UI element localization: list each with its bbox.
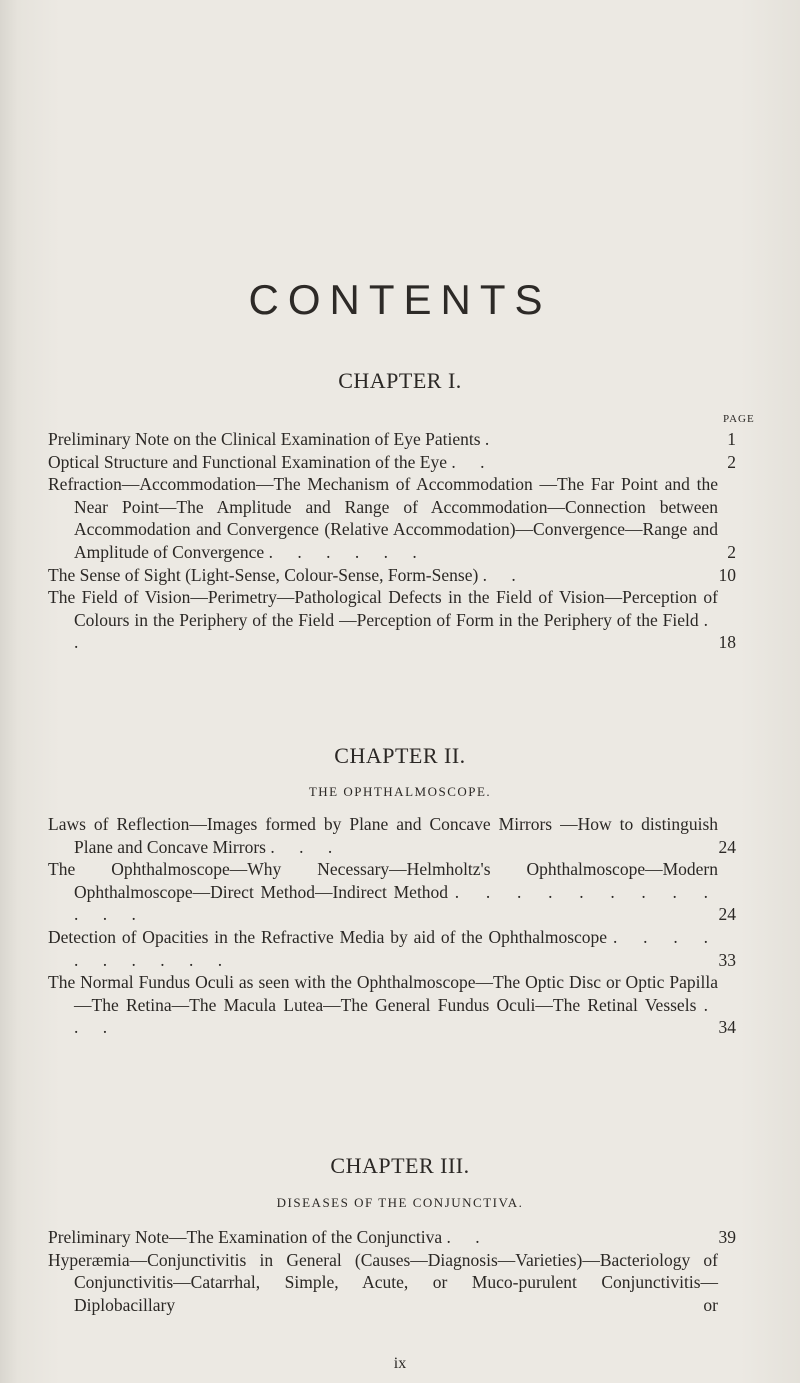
chapter-3-subtitle: DISEASES OF THE CONJUNCTIVA. <box>276 1195 524 1210</box>
toc-entry[interactable] <box>0 428 800 451</box>
toc-entry-text: Detection of Opacities in the Refractive Media by aid of the Ophthalmoscope . . . . . . . . . . <box>48 926 719 970</box>
toc-entry-page: 24 <box>718 836 736 857</box>
toc-entry[interactable] <box>0 586 800 654</box>
page-column-label: PAGE <box>723 413 755 425</box>
chapter-2-subtitle: THE OPHTHALMOSCOPE. <box>308 784 492 799</box>
toc-entry-text: Refraction—Accommodation—The Mechanism of Accommodation —The Far Point and the Near Point—The Amplitude and Range of Accommodation—Connection between Accommodation and Convergence (Relative Accommodation)—Convergence—Range and Amplitude of Convergence . . . . . . <box>48 474 718 562</box>
toc-entry[interactable] <box>0 1226 800 1249</box>
toc-entry-page: 18 <box>718 632 736 653</box>
toc-entry-text: Preliminary Note—The Examination of the Conjunctiva . . <box>48 1227 490 1247</box>
toc-entry-text: Hyperæmia—Conjunctivitis in General (Causes—Diagnosis—Varieties)—Bacteriology of Conjunctivitis—Catarrhal, Simple, Acute, or Muco-purulent Conjunctivitis—Diplobacillary or <box>48 1249 718 1315</box>
chapter-2-entries <box>0 813 800 1039</box>
toc-entry-page: 24 <box>718 904 736 925</box>
toc-entry-text: The Sense of Sight (Light-Sense, Colour-Sense, Form-Sense) . . <box>48 564 526 585</box>
toc-entry-page: 1 <box>727 429 736 449</box>
chapter-3-entries <box>0 1226 800 1316</box>
toc-entry[interactable] <box>0 451 800 474</box>
toc-entry-text: Optical Structure and Functional Examination of the Eye . . <box>48 451 495 472</box>
toc-entry-text: The Normal Fundus Oculi as seen with the Ophthalmoscope—The Optic Disc or Optic Papilla—The Retina—The Macula Lutea—The General Fundus Oculi—The Retinal Vessels . . . <box>48 972 718 1038</box>
toc-entry-page: 2 <box>727 541 736 562</box>
toc-entry[interactable] <box>0 473 800 563</box>
contents-title: CONTENTS <box>248 276 552 323</box>
toc-entry-page: 33 <box>718 949 736 970</box>
toc-entry-text: The Field of Vision—Perimetry—Pathological Defects in the Field of Vision—Perception of Colours in the Periphery of the Field —Perception of Form in the Periphery of the Field . . <box>48 587 718 653</box>
toc-entry[interactable] <box>0 858 800 926</box>
toc-entry[interactable] <box>0 971 800 1039</box>
chapter-1-heading: CHAPTER I. <box>338 368 462 393</box>
toc-entry[interactable] <box>0 564 800 587</box>
toc-entry-text: Laws of Reflection—Images formed by Plane and Concave Mirrors —How to distinguish Plane and Concave Mirrors . . . <box>48 814 718 857</box>
page-folio: ix <box>393 1355 407 1372</box>
toc-entry-text: Preliminary Note on the Clinical Examination of Eye Patients . <box>48 429 500 449</box>
chapter-2-heading: CHAPTER II. <box>334 743 466 768</box>
toc-entry[interactable] <box>0 1249 800 1317</box>
toc-entry-text: The Ophthalmoscope—Why Necessary—Helmholtz's Ophthalmoscope—Modern Ophthalmoscope—Direct Method—Indirect Method . . . . . . . . . . . . <box>48 859 719 925</box>
toc-entry[interactable] <box>0 926 800 971</box>
toc-entry-page: 2 <box>727 451 736 472</box>
chapter-1-entries <box>0 428 800 654</box>
toc-entry[interactable] <box>0 813 800 858</box>
toc-entry-page: 39 <box>718 1227 736 1247</box>
toc-entry-page: 34 <box>718 1017 736 1038</box>
chapter-3-heading: CHAPTER III. <box>330 1153 470 1178</box>
toc-entry-page: 10 <box>718 564 736 585</box>
